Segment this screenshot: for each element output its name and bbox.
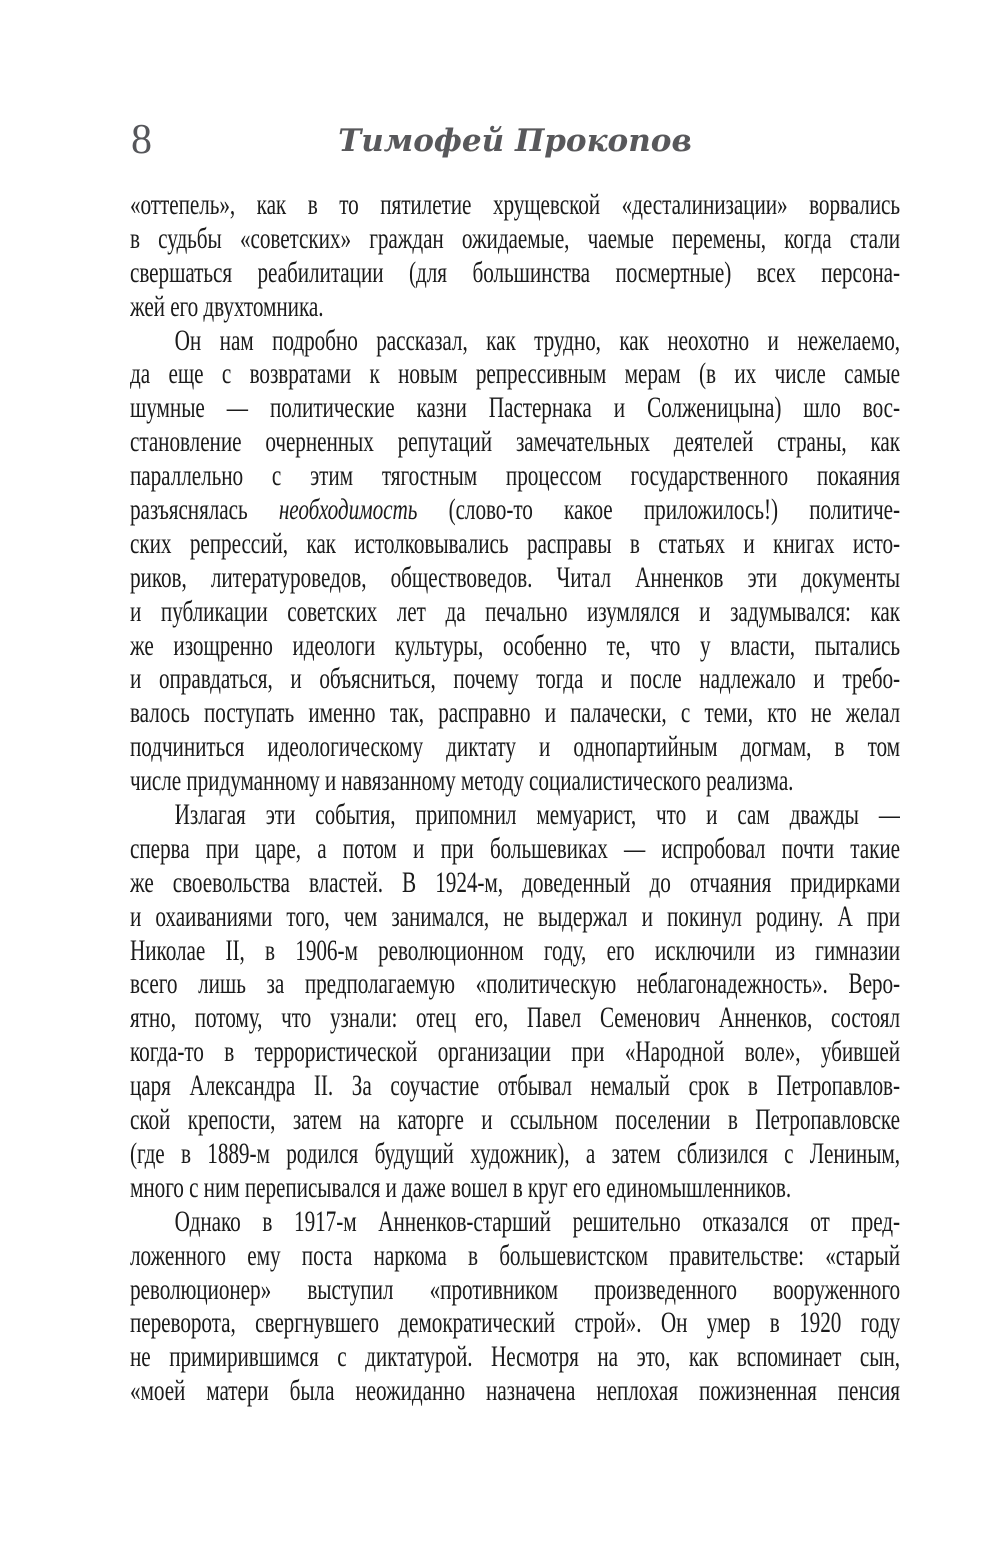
text-line: да еще с возвратами к новым репрессивным мерам (в их числе самые [130, 358, 901, 391]
text-line: шумные — политические казни Пастернака и Солженицына) шло вос- [130, 392, 901, 425]
text-line: числе придуманному и навязанному методу социалистического реализма. [130, 765, 794, 798]
text-line: же своевольства властей. В 1924-м, доведенный до отчаяния придирками [130, 866, 901, 899]
text-line: ятно, потому, что узнали: отец его, Павел Семенович Анненков, состоял [130, 1002, 901, 1035]
running-header: Тимофей Прокопов [338, 123, 692, 159]
paragraph [130, 325, 900, 799]
paragraph [130, 189, 900, 325]
text-line: и охаиваниями того, чем занимался, не выдержал и покинул родину. А при [130, 900, 901, 933]
text-line: сперва при царе, а потом и при большевиках — испробовал почти такие [130, 832, 901, 865]
italic-text: необходимость [278, 494, 418, 527]
text-line: ских репрессий, как истолковывались расправы в статьях и книгах исто- [130, 527, 901, 560]
text-line: и публикации советских лет да печально изумлялся и задумывался: как [130, 595, 901, 628]
text-line: ложенного ему поста наркома в большевистском правительстве: «старый [130, 1239, 901, 1272]
text-line: не примирившимся с диктатурой. Несмотря на это, как вспоминает сын, [130, 1341, 901, 1374]
page-body [130, 189, 900, 1409]
paragraph [130, 1206, 900, 1409]
text-line: (где в 1889-м родился будущий художник), а затем сблизился с Лениным, [130, 1137, 901, 1170]
paragraph [130, 799, 900, 1206]
page-number: 8 [131, 117, 152, 163]
text-line: же изощренно идеологи культуры, особенно те, что у власти, пытались [130, 629, 901, 662]
text-line: Однако в 1917-м Анненков-старший решительно отказался от пред- [174, 1205, 901, 1238]
text-line: много с ним переписывался и даже вошел в круг его единомышленников. [130, 1171, 792, 1204]
text-line: Николае II, в 1906-м революционном году, его исключили из гимназии [130, 934, 901, 967]
text-line: революционер» выступил «противником произведенного вооруженного [130, 1273, 901, 1306]
text-segment: разъяснялась [130, 494, 279, 527]
text-line [130, 494, 900, 528]
text-line: переворота, свергнувшего демократический строй». Он умер в 1920 году [130, 1307, 901, 1340]
text-line: Он нам подробно рассказал, как трудно, как неохотно и нежелаемо, [174, 324, 901, 357]
text-line: «оттепель», как в то пятилетие хрущевской «десталинизации» ворвались [130, 189, 901, 221]
text-segment: (слово-то какое приложилось!) политиче- [417, 494, 901, 527]
text-line: становление очерненных репутаций замечательных деятелей страны, как [130, 426, 901, 459]
text-line: подчиниться идеологическому диктату и однопартийным догмам, в том [130, 731, 901, 764]
text-line: риков, литературоведов, обществоведов. Читал Анненков эти документы [130, 561, 901, 594]
text-line: Излагая эти события, припомнил мемуарист, что и сам дважды — [174, 799, 901, 832]
text-line: ской крепости, затем на каторге и ссыльном поселении в Петропавловске [130, 1104, 901, 1137]
text-line: валось поступать именно так, расправно и палачески, с теми, кто не желал [130, 697, 901, 730]
text-line: царя Александра II. За соучастие отбывал немалый срок в Петропавлов- [130, 1070, 901, 1103]
text-line: и оправдаться, и объясниться, почему тогда и после надлежало и требо- [130, 663, 901, 696]
text-line: жей его двухтомника. [130, 290, 324, 323]
text-line: когда-то в террористической организации при «Народной воле», убившей [130, 1036, 901, 1069]
text-line: параллельно с этим тягостным процессом государственного покаяния [130, 460, 901, 493]
text-line: «моей матери была неожиданно назначена неплохая пожизненная пенсия [130, 1375, 901, 1408]
text-line: в судьбы «советских» граждан ожидаемые, чаемые перемены, когда стали [130, 222, 901, 255]
text-line: свершаться реабилитации (для большинства посмертные) всех персона- [130, 256, 901, 289]
text-line: всего лишь за предполагаемую «политическую неблагонадежность». Веро- [130, 968, 901, 1001]
